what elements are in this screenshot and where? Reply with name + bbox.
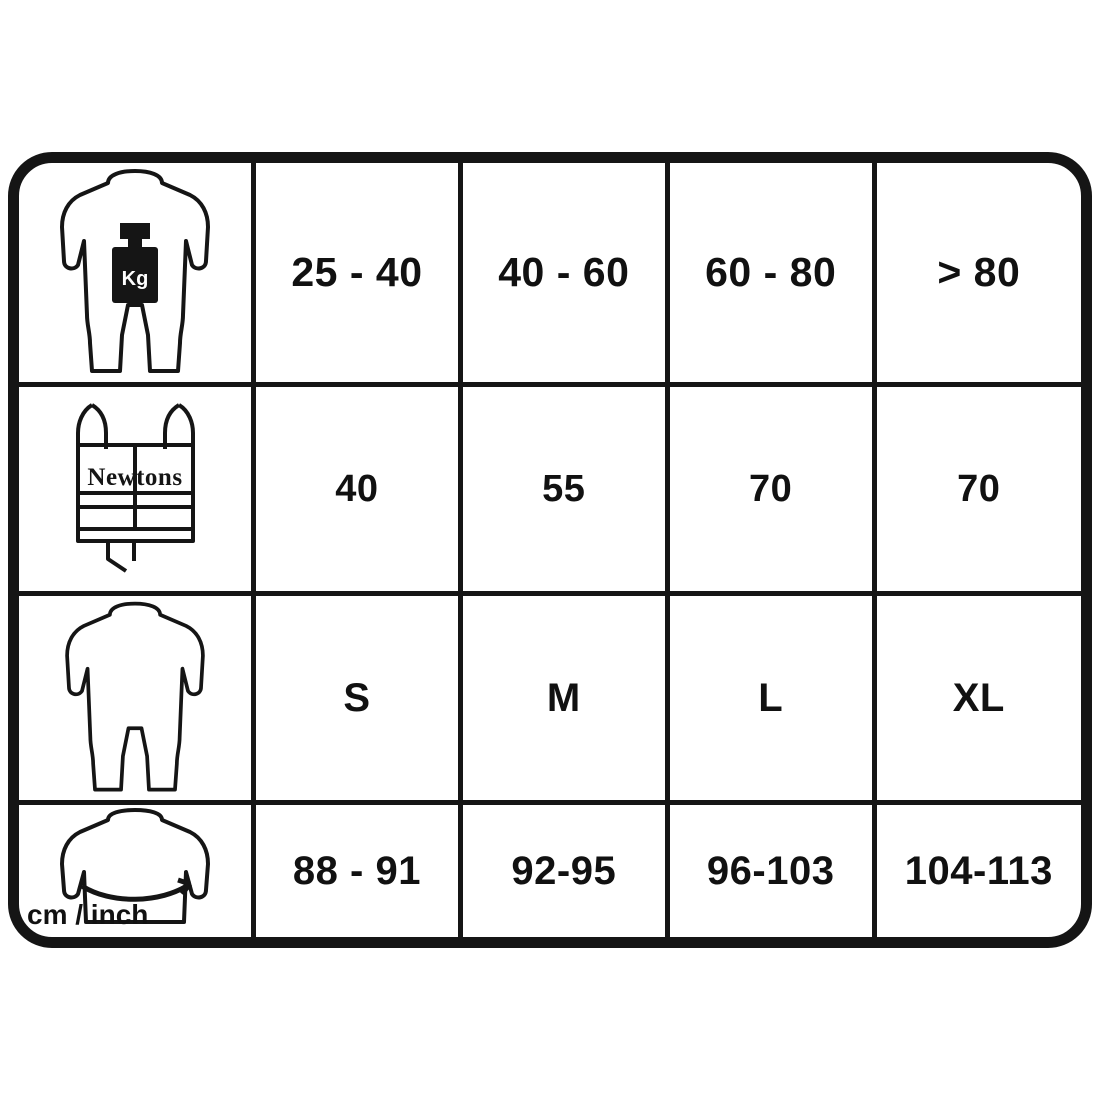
buoyancy-vest-icon bbox=[19, 387, 251, 591]
cell-weight-l bbox=[667, 163, 874, 385]
cell-size-s bbox=[254, 593, 461, 802]
wetsuit-size-icon bbox=[19, 596, 251, 800]
cell-value: M bbox=[546, 675, 581, 720]
row-newtons-icon-cell bbox=[19, 385, 254, 594]
cell-newtons-s bbox=[254, 385, 461, 594]
cell-newtons-xl bbox=[874, 385, 1081, 594]
cell-value: 55 bbox=[542, 467, 586, 510]
cell-value: 70 bbox=[749, 467, 793, 510]
row-chest-icon-cell bbox=[19, 802, 254, 937]
svg-text:Newtons: Newtons bbox=[86, 463, 183, 491]
cell-value: 60 - 80 bbox=[705, 249, 837, 295]
cell-value: 88 - 91 bbox=[292, 848, 421, 893]
table-row bbox=[19, 593, 1081, 802]
cell-chest-s bbox=[254, 802, 461, 937]
cell-value: 70 bbox=[957, 467, 1001, 510]
cell-value: L bbox=[758, 675, 784, 720]
wetsuit-weight-icon bbox=[19, 163, 251, 382]
cell-value: 25 - 40 bbox=[291, 249, 423, 295]
cell-size-l bbox=[667, 593, 874, 802]
cm-inch-label: cm / inch bbox=[27, 899, 149, 930]
svg-text:Kg: Kg bbox=[121, 268, 149, 290]
sizing-chart-table-wrap bbox=[19, 163, 1081, 937]
cell-value: XL bbox=[952, 675, 1005, 720]
cell-chest-m bbox=[460, 802, 667, 937]
cell-newtons-m bbox=[460, 385, 667, 594]
cell-value: 40 bbox=[335, 467, 379, 510]
cell-value: > 80 bbox=[937, 249, 1021, 295]
table-row bbox=[19, 802, 1081, 937]
cell-value: 104-113 bbox=[904, 848, 1053, 893]
cell-newtons-l bbox=[667, 385, 874, 594]
sizing-chart bbox=[8, 152, 1092, 948]
table-row bbox=[19, 385, 1081, 594]
table-row bbox=[19, 163, 1081, 385]
cell-value: S bbox=[343, 675, 371, 720]
cell-value: 96-103 bbox=[706, 848, 835, 893]
cell-weight-s bbox=[254, 163, 461, 385]
cell-value: 40 - 60 bbox=[498, 249, 630, 295]
cell-weight-m bbox=[460, 163, 667, 385]
row-size-icon-cell bbox=[19, 593, 254, 802]
cell-chest-l bbox=[667, 802, 874, 937]
cell-value: 92-95 bbox=[511, 848, 617, 893]
cell-size-xl bbox=[874, 593, 1081, 802]
cell-size-m bbox=[460, 593, 667, 802]
row-weight-icon-cell bbox=[19, 163, 254, 385]
sizing-chart-table bbox=[19, 163, 1081, 937]
cell-weight-xl bbox=[874, 163, 1081, 385]
cell-chest-xl bbox=[874, 802, 1081, 937]
